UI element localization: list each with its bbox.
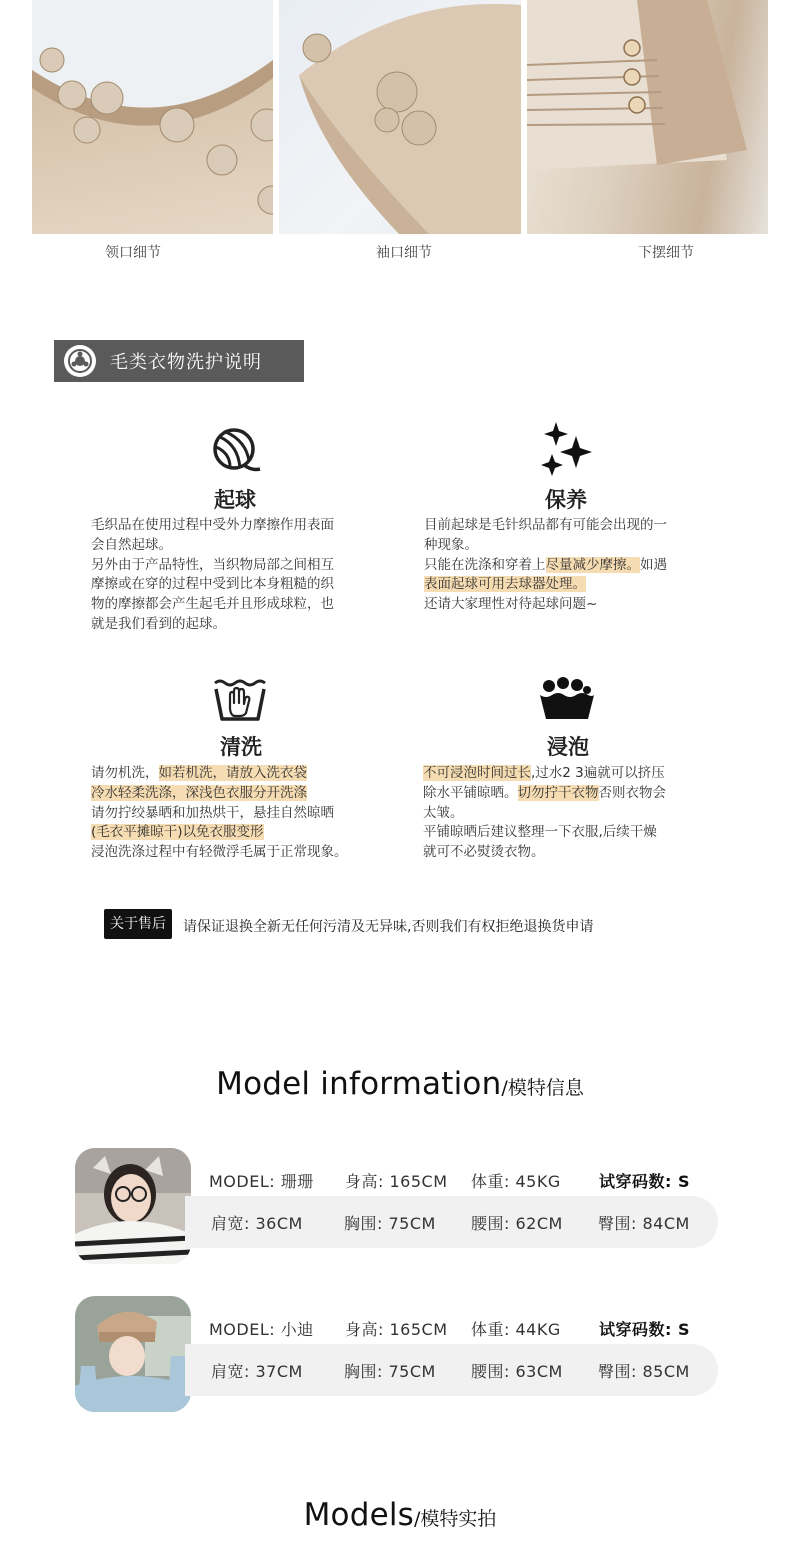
- model-waist: 腰围: 63CM: [471, 1362, 563, 1381]
- model-bust: 胸围: 75CM: [344, 1214, 436, 1233]
- models-section-title: Models/模特实拍: [303, 1497, 497, 1533]
- pilling-title: 起球: [214, 488, 256, 512]
- model-bust: 胸围: 75CM: [344, 1362, 436, 1381]
- hand-wash-icon: [212, 675, 264, 727]
- collar-detail-photo: [32, 0, 273, 234]
- collar-detail-caption: 领口细节: [105, 245, 161, 261]
- model-shoulder: 肩宽: 36CM: [211, 1214, 303, 1233]
- maintenance-text: 目前起球是毛针织品都有可能会出现的一 种现象。 只能在洗涤和穿着上尽量减少摩擦。如遇 表面起球可用去球器处理。 还请大家理性对待起球问题~: [424, 517, 667, 613]
- model-avatar: [75, 1148, 191, 1264]
- model-size: 试穿码数: S: [599, 1172, 690, 1191]
- care-header-title: 毛类衣物洗护说明: [110, 352, 262, 373]
- model-weight: 体重: 44KG: [471, 1320, 561, 1339]
- model-card: [75, 1296, 720, 1416]
- washing-text: 请勿机洗，如若机洗，请放入洗衣袋 冷水轻柔洗涤，深浅色衣服分开洗涤 请勿拧绞暴晒和加热烘干，悬挂自然晾晒 (毛衣平摊晾干)以免衣服变形 浸泡洗涤过程中有轻微浮毛属于正常现象。: [91, 765, 348, 861]
- care-instructions-header: [54, 340, 304, 382]
- model-hip: 臀围: 85CM: [598, 1362, 690, 1381]
- maintenance-title: 保养: [545, 488, 587, 512]
- after-sales-text: 请保证退换全新无任何污清及无异味,否则我们有权拒绝退换货申请: [183, 919, 594, 935]
- soaking-text: 不可浸泡时间过长,过水2 3遍就可以挤压 除水平铺晾晒。切勿拧干衣物否则衣物会 太皱。 平铺晾晒后建议整理一下衣服,后续干燥 就可不必熨烫衣物。: [423, 765, 666, 861]
- cuff-detail-caption: 袖口细节: [376, 245, 432, 261]
- hem-detail-photo: [527, 0, 768, 234]
- model-name: MODEL: 小迪: [209, 1320, 314, 1339]
- model-shoulder: 肩宽: 37CM: [211, 1362, 303, 1381]
- yarn-ball-icon: [210, 425, 262, 477]
- model-size: 试穿码数: S: [599, 1320, 690, 1339]
- model-weight: 体重: 45KG: [471, 1172, 561, 1191]
- model-avatar: [75, 1296, 191, 1412]
- hem-detail-caption: 下摆细节: [638, 245, 694, 261]
- model-card: [75, 1148, 720, 1268]
- model-name: MODEL: 珊珊: [209, 1172, 314, 1191]
- soak-basin-icon: [538, 677, 590, 729]
- model-waist: 腰围: 62CM: [471, 1214, 563, 1233]
- model-hip: 臀围: 84CM: [598, 1214, 690, 1233]
- model-height: 身高: 165CM: [345, 1320, 448, 1339]
- brand-logo-icon: [64, 345, 96, 377]
- sparkle-icon: [540, 420, 592, 472]
- pilling-text: 毛织品在使用过程中受外力摩擦作用表面 会自然起球。 另外由于产品特性，当织物局部之间相互 摩擦或在穿的过程中受到比本身粗糙的织 物的摩擦都会产生起毛并且形成球粒，也 就是我们看到的起球。: [91, 517, 334, 632]
- soaking-title: 浸泡: [547, 735, 589, 759]
- model-information-title: Model information/模特信息: [216, 1066, 584, 1102]
- model-height: 身高: 165CM: [345, 1172, 448, 1191]
- washing-title: 清洗: [220, 735, 262, 759]
- cuff-detail-photo: [279, 0, 521, 234]
- after-sales-tag: 关于售后: [104, 909, 172, 939]
